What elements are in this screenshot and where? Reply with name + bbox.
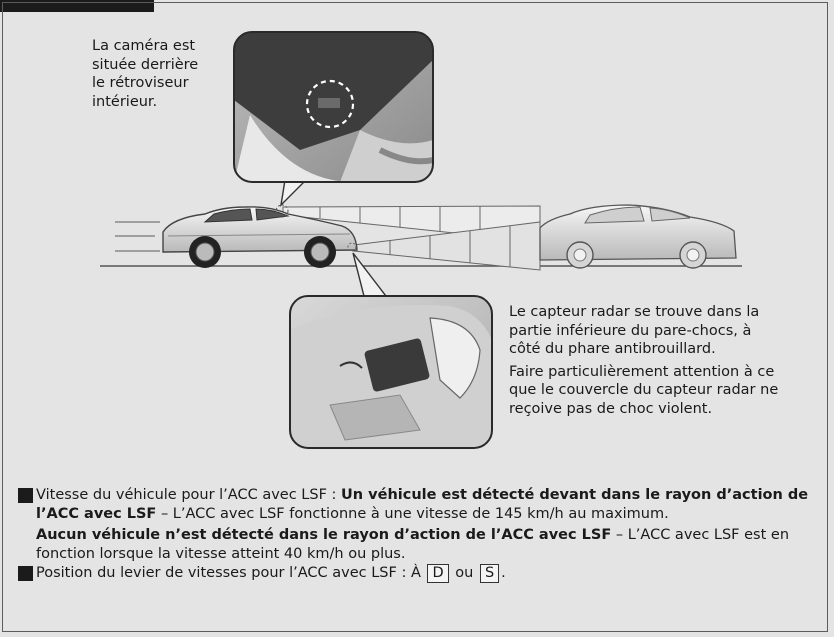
callout-line: le rétroviseur xyxy=(92,75,189,91)
speed-note-para xyxy=(36,526,818,564)
callout-line: partie inférieure du pare-chocs, à xyxy=(509,322,752,339)
callout-line: située derrière xyxy=(92,56,199,73)
speed-note-text-detected: – L’ACC avec LSF fonctionne à une vitesse de 145 km/h au maximum. xyxy=(156,506,669,522)
callout-line: Le capteur radar se trouve dans la xyxy=(509,304,760,320)
speed-note-text-none: – L’ACC avec LSF est en fonction lorsque la vitesse atteint 40 km/h ou plus. xyxy=(36,527,790,562)
callout-line: Faire particulièrement attention à ce xyxy=(509,363,775,380)
radar-inset-image xyxy=(290,253,492,448)
notes-section xyxy=(18,486,818,583)
camera-inset-image xyxy=(234,32,433,205)
radar-location-callout xyxy=(509,303,829,418)
speed-note-condition-detected: Un véhicule est détecté devant dans le rayon d’action de l’ACC avec LSF xyxy=(36,487,809,522)
motion-lines-icon xyxy=(115,222,160,251)
callout-line: reçoive pas de choc violent. xyxy=(509,400,713,417)
target-car-icon xyxy=(540,205,736,268)
speed-note-condition-none: Aucun véhicule n’est détecté dans le rayon d’action de l’ACC avec LSF xyxy=(36,527,612,543)
gear-s-key: S xyxy=(480,564,499,583)
speed-note-intro: Vitesse du véhicule pour l’ACC avec LSF : xyxy=(36,487,342,503)
shift-note-or: ou xyxy=(455,565,474,581)
bullet-square-icon xyxy=(18,488,33,503)
shift-note xyxy=(18,564,818,583)
camera-location-callout xyxy=(92,37,232,111)
callout-line: La caméra est xyxy=(92,38,196,54)
bullet-square-icon xyxy=(18,566,33,581)
gear-d-key: D xyxy=(427,564,448,583)
shift-note-intro: Position du levier de vitesses pour l’ACC avec LSF : À xyxy=(36,565,421,581)
callout-line: côté du phare antibrouillard. xyxy=(509,341,716,357)
callout-line: que le couvercle du capteur radar ne xyxy=(509,382,779,398)
callout-line: intérieur. xyxy=(92,93,158,110)
shift-note-end: . xyxy=(501,565,506,581)
speed-note xyxy=(18,486,818,564)
